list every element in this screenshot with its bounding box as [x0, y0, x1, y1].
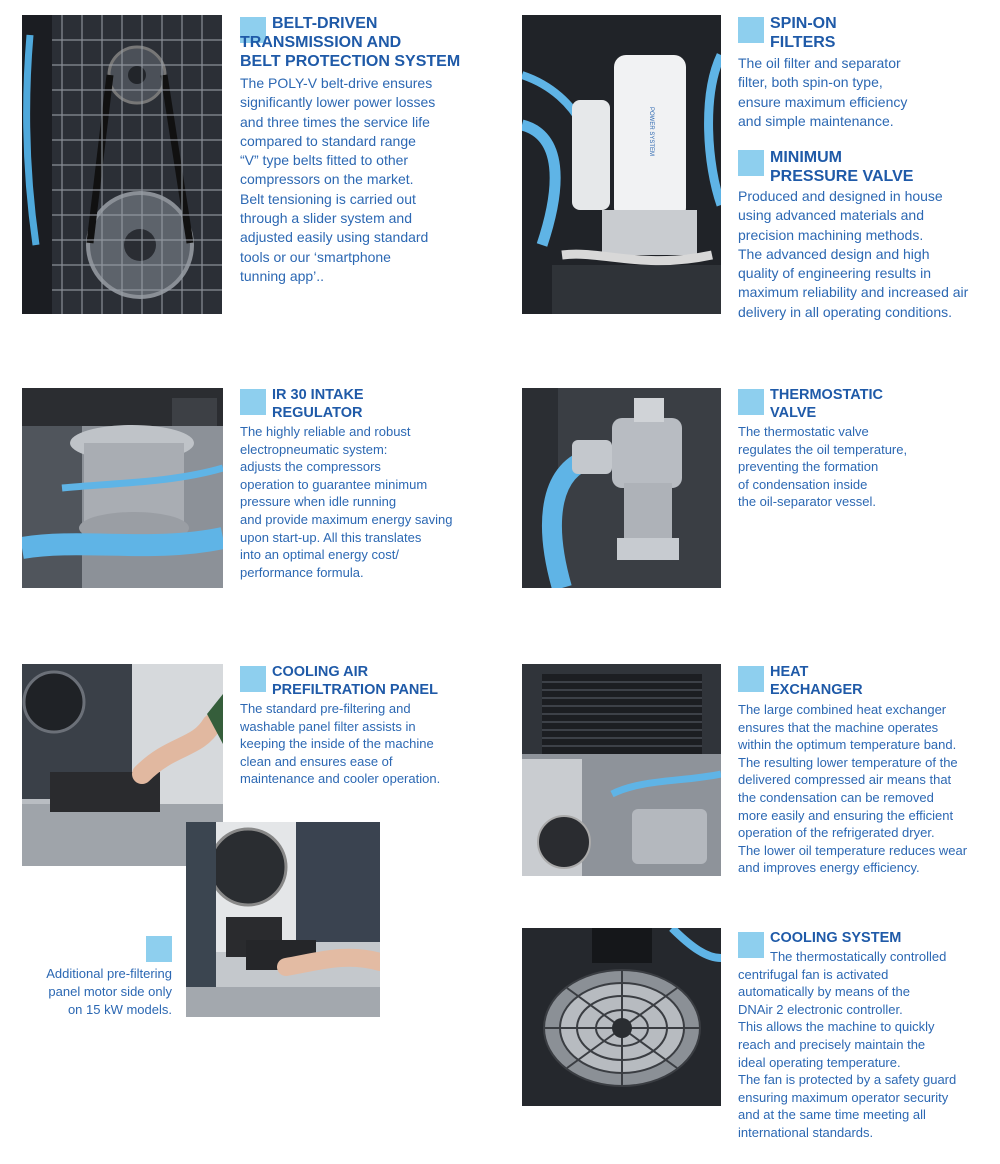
minimum-pressure-valve-text: Produced and designed in house using advanced materials and precision machining methods. The advanced design and high quality of engineering results in maximum reliability and increased air delivery in all operating conditions.	[738, 188, 969, 320]
thermostatic-valve-photo	[522, 388, 721, 588]
minimum-pressure-valve-title: MINIMUM PRESSURE VALVE	[770, 149, 914, 185]
spin-on-filters-title: SPIN-ON FILTERS	[770, 15, 837, 51]
intake-regulator-title: IR 30 INTAKE REGULATOR	[272, 387, 364, 421]
belt-drive-text: The POLY-V belt-drive ensures significantly lower power losses and three times the service life compared to standard range “V” type belts fitted to other compressors on the market. Belt tensioning is carried out through a slider system and adjusted easily using standard tools or our ‘smartphone tunning app’..	[240, 75, 436, 284]
intake-regulator-photo	[22, 388, 223, 588]
section-marker-square	[240, 389, 266, 415]
section-marker-square	[738, 17, 764, 43]
belt-drive-photo	[22, 15, 222, 314]
additional-prefilter-photo	[186, 822, 380, 1017]
heat-exchanger-title: HEAT EXCHANGER	[770, 664, 863, 698]
spin-on-filters-text: The oil filter and separator filter, both spin-on type, ensure maximum efficiency and simple maintenance.	[738, 55, 908, 129]
additional-prefilter-caption: Additional pre-filtering panel motor side only on 15 kW models.	[46, 966, 172, 1017]
cooling-system-text: The thermostatically controlled centrifugal fan is activated automatically by means of the DNAir 2 electronic controller. This allows the machine to quickly reach and precisely maintain the ideal operating temperature. The fan is protected by a safety guard ensuring maximum operator security and at the same time meeting all international standards.	[738, 949, 957, 1140]
thermostatic-valve-title: THERMOSTATIC VALVE	[770, 387, 884, 421]
spin-on-filters-photo	[522, 15, 721, 314]
section-marker-square	[738, 389, 764, 415]
intake-regulator-text: The highly reliable and robust electropneumatic system: adjusts the compressors operation to guarantee minimum pressure when idle running and provide maximum energy saving upon start-up. All this translates into an optimal energy cost/ performance formula.	[240, 424, 453, 580]
heat-exchanger-photo	[522, 664, 721, 876]
belt-drive-title: BELT-DRIVEN TRANSMISSION AND BELT PROTECTION SYSTEM	[240, 15, 461, 70]
section-marker-square	[146, 936, 172, 962]
section-marker-square	[738, 150, 764, 176]
section-marker-square	[240, 666, 266, 692]
cooling-system-photo	[522, 928, 721, 1106]
cooling-air-prefiltration-title: COOLING AIR PREFILTRATION PANEL	[272, 664, 438, 698]
svg-text:POWER SYSTEM: POWER SYSTEM	[648, 107, 654, 157]
thermostatic-valve-text: The thermostatic valve regulates the oil temperature, preventing the formation of condensation inside the oil-separator vessel.	[738, 424, 908, 510]
cooling-system-title: COOLING SYSTEM	[770, 930, 902, 946]
heat-exchanger-text: The large combined heat exchanger ensures that the machine operates within the optimum temperature band. The resulting lower temperature of the delivered compressed air means that the condensation can be removed more easily and ensuring the efficient operation of the refrigerated dryer. The lower oil temperature reduces wear and improves energy efficiency.	[738, 702, 968, 876]
cooling-air-prefiltration-text: The standard pre-filtering and washable panel filter assists in keeping the inside of the machine clean and ensures ease of maintenance and cooler operation.	[240, 701, 441, 787]
section-marker-square	[738, 666, 764, 692]
